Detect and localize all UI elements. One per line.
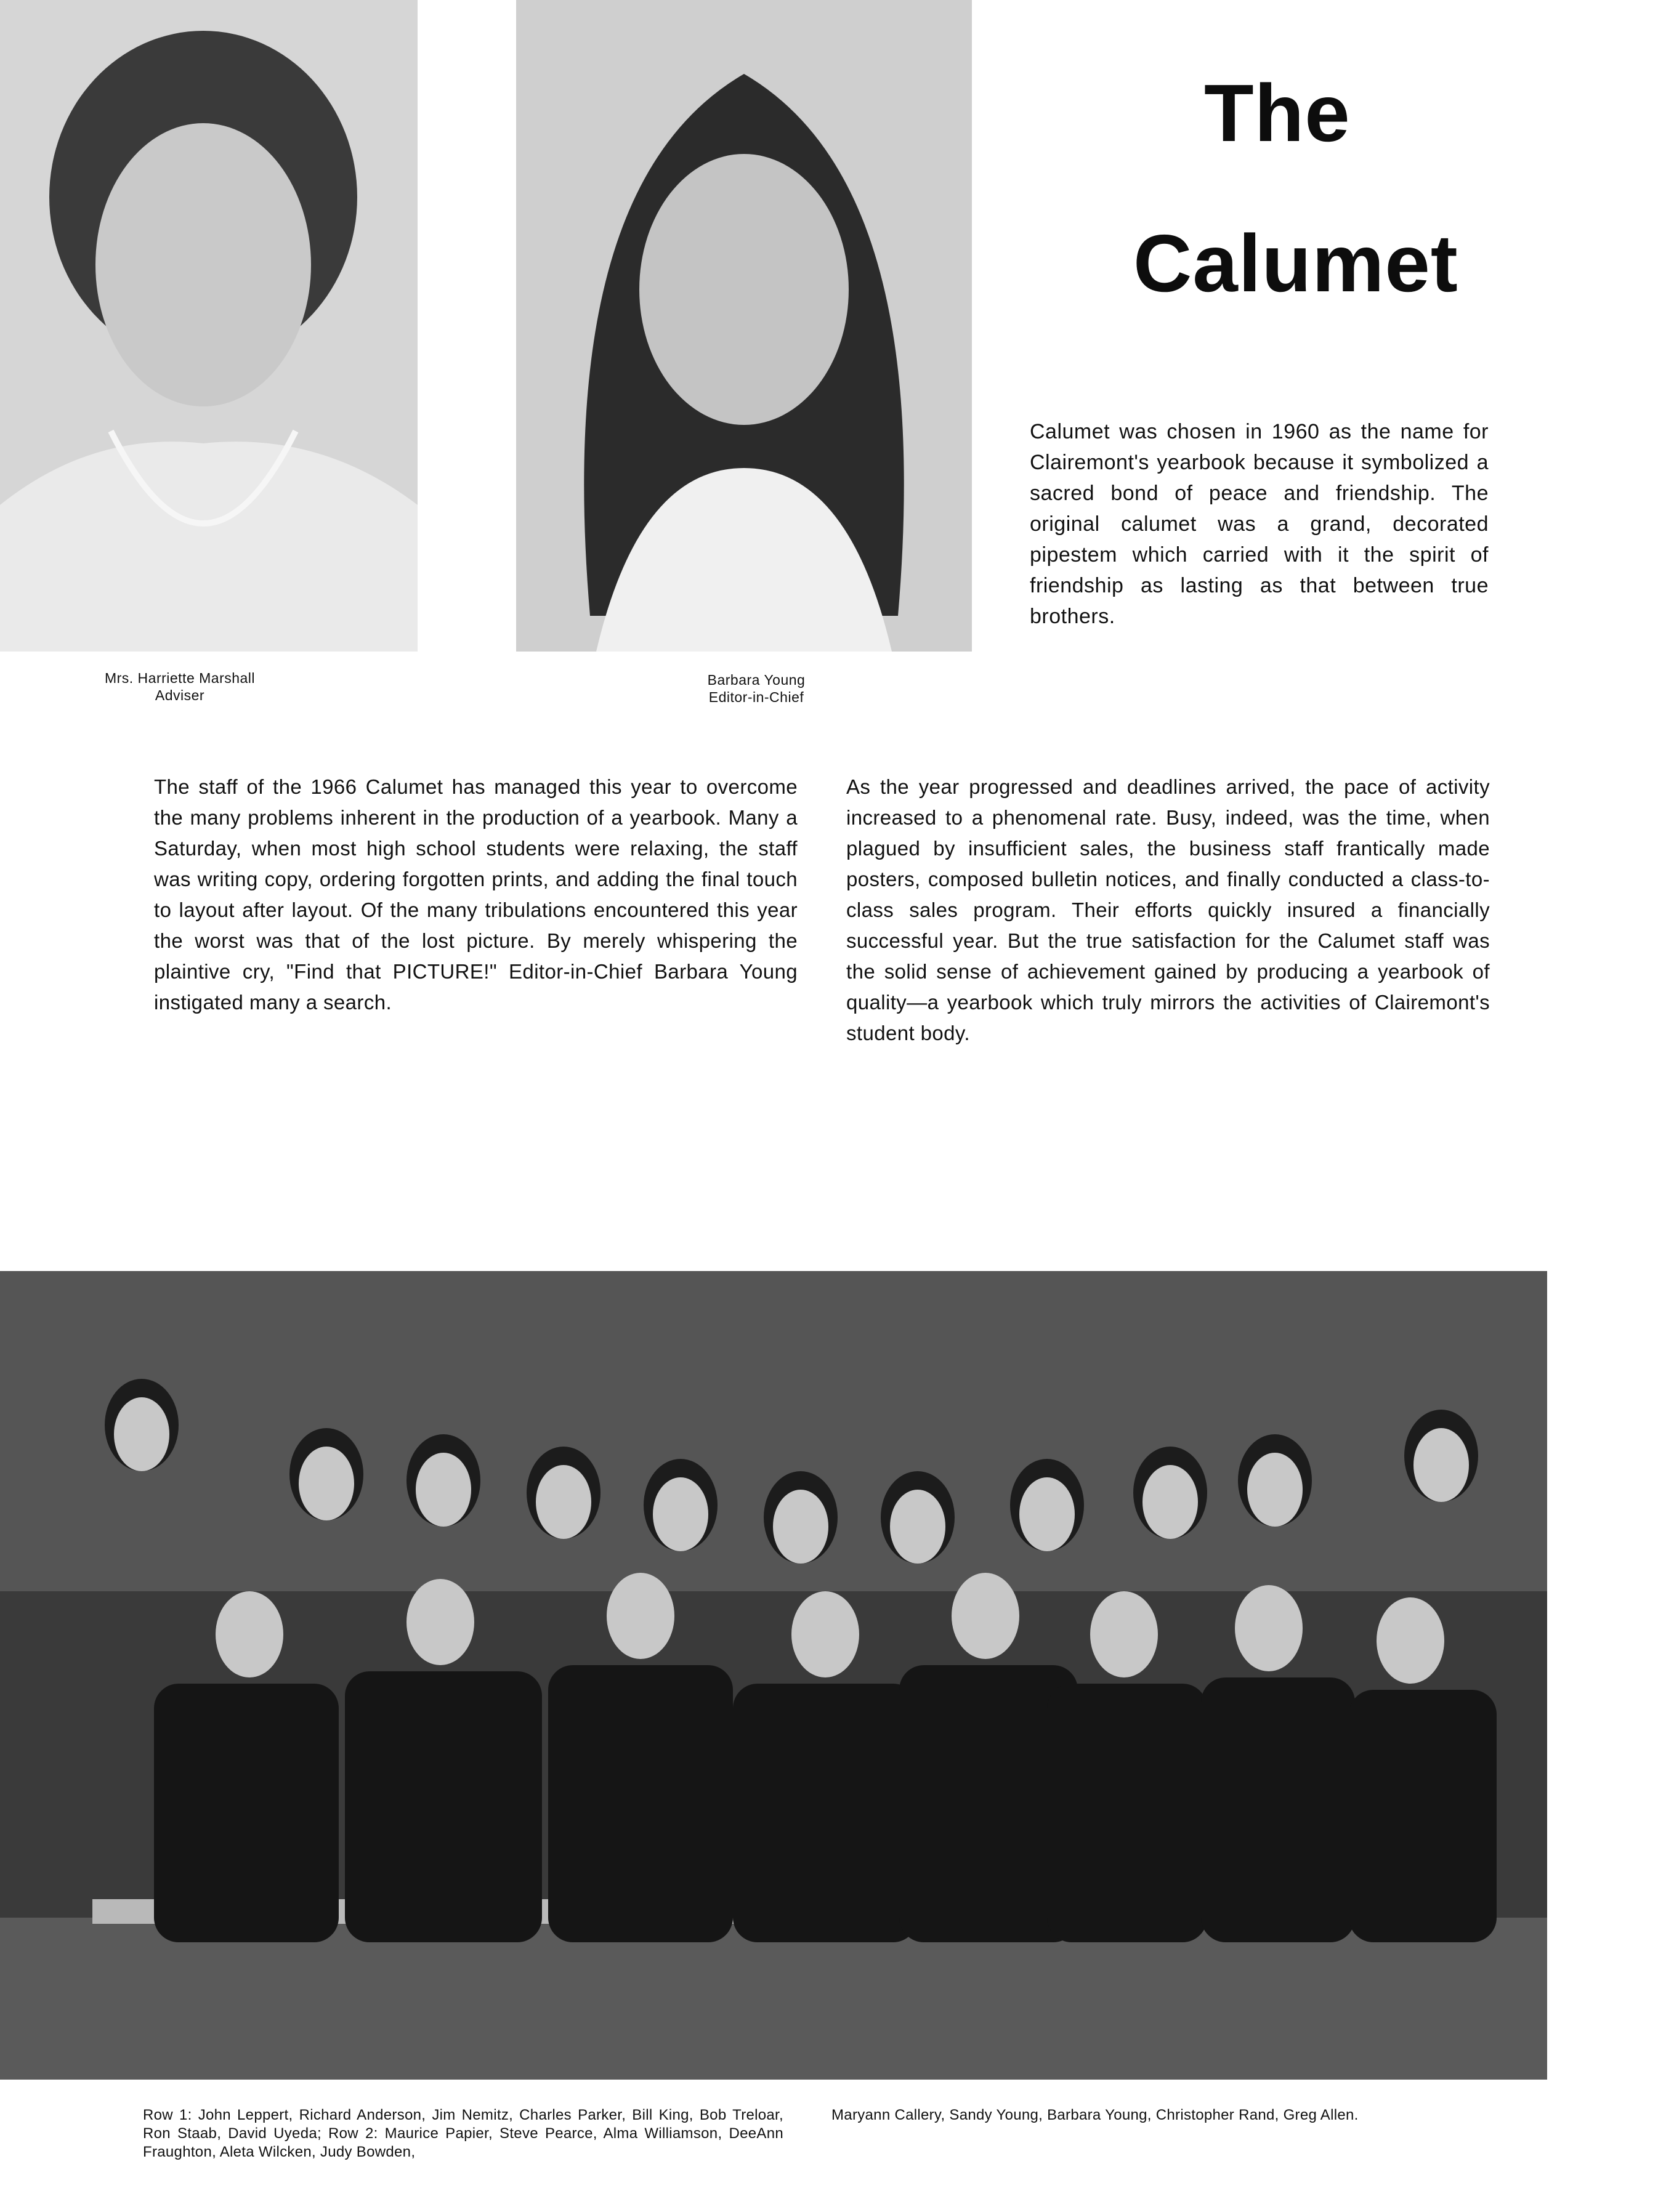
- staff-group-image: [0, 1271, 1547, 2080]
- page-title-line-1: The: [1204, 68, 1351, 158]
- staff-caption-right: Maryann Callery, Sandy Young, Barbara Young, Christopher Rand, Greg Allen.: [831, 2107, 1359, 2123]
- editor-portrait-image: [516, 0, 972, 652]
- adviser-caption: [51, 669, 309, 704]
- intro-paragraph: Calumet was chosen in 1960 as the name for Clairemont's yearbook because it symbolized a sacred bond of peace and friendship. The original calumet was a grand, decorated pipestem which carried with it the spirit of friendship as lasting as that between true brothers.: [1030, 420, 1489, 628]
- editor-caption: [627, 671, 886, 706]
- editor-name: Barbara Young: [707, 672, 806, 688]
- staff-caption-left: Row 1: John Leppert, Richard Anderson, Jim Nemitz, Charles Parker, Bill King, Bob Treloar, Ron Staab, David Uyeda; Row 2: Maurice Papier, Steve Pearce, Alma Williamson, DeeAnn Fraughton, Aleta Wilcken, Judy Bowden,: [143, 2107, 783, 2160]
- adviser-name: Mrs. Harriette Marshall: [104, 670, 256, 686]
- page-title-line-2: Calumet: [1133, 218, 1458, 309]
- adviser-portrait-image: [0, 0, 418, 652]
- editor-role: Editor-in-Chief: [708, 689, 804, 705]
- body-text-left-column: The staff of the 1966 Calumet has managed this year to overcome the many problems inherent in the production of a yearbook. Many a Saturday, when most high school students were relaxing, the staff was writing copy, ordering forgotten prints, and adding the final touch to layout after layout. Of the many tribulations encountered this year the worst was that of the lost picture. By merely whispering the plaintive cry, "Find that PICTURE!" Editor-in-Chief Barbara Young instigated many a search.: [154, 775, 798, 1014]
- body-text-right-column: As the year progressed and deadlines arrived, the pace of activity increased to a phenomenal rate. Busy, indeed, was the time, when plagued by insufficient sales, the business staff frantically made posters, composed bulletin notices, and finally conducted a class-to-class sales program. Their efforts quickly insured a financially successful year. But the true satisfaction for the Calumet staff was the solid sense of achievement gained by producing a yearbook of quality—a yearbook which truly mirrors the activities of Clairemont's student body.: [846, 775, 1490, 1044]
- adviser-portrait-photo: [0, 0, 418, 652]
- staff-group-photo: [0, 1271, 1547, 2080]
- adviser-role: Adviser: [155, 687, 205, 703]
- editor-portrait-photo: [516, 0, 972, 652]
